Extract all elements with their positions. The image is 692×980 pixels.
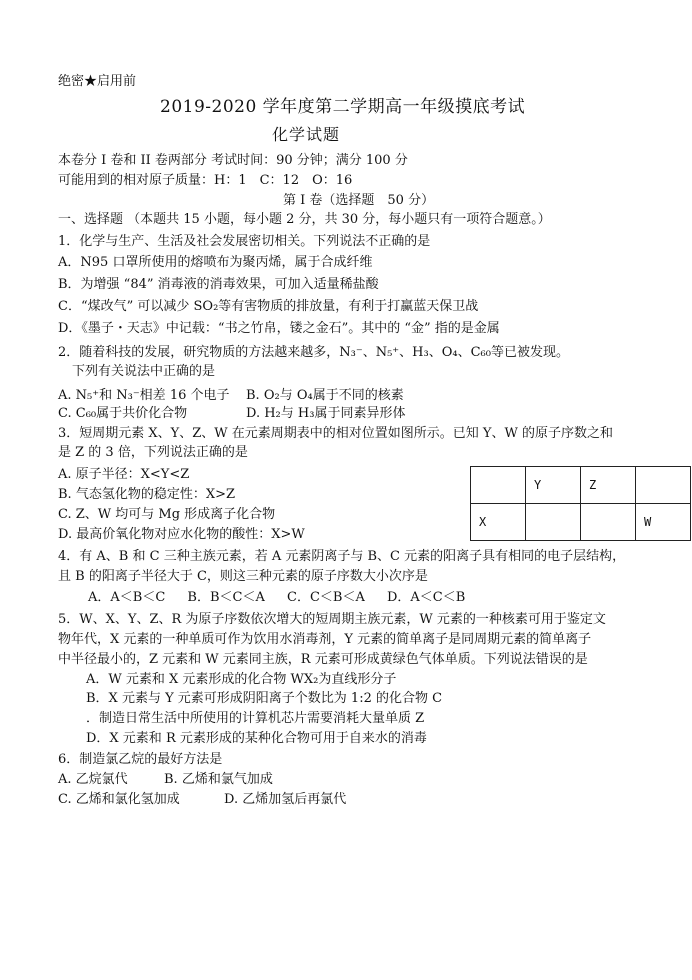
q5-option-c: ．制造日常生活中所使用的计算机芯片需要消耗大量单质 Z xyxy=(86,711,425,726)
section-heading: 第 I 卷（选择题 50 分） xyxy=(283,193,435,208)
q3-option-b: B. 气态氢化物的稳定性：X>Z xyxy=(58,487,235,502)
q4-option-b: B．B＜C＜A xyxy=(187,590,265,605)
q5-option-d: D．X 元素和 R 元素形成的某种化合物可用于自来水的消毒 xyxy=(86,731,427,746)
exam-info-time: 本卷分 I 卷和 II 卷两部分 考试时间：90 分钟；满分 100 分 xyxy=(58,153,408,168)
q2-option-a: A. N₅⁺和 N₃⁻相差 16 个电子 xyxy=(58,388,230,403)
q2-options-row1 xyxy=(58,387,230,405)
q6-option-c-wrap xyxy=(58,791,180,809)
q2-option-c: C. C₆₀属于共价化合物 xyxy=(58,406,188,421)
q6-option-a-wrap xyxy=(58,771,128,789)
q6-option-b: B. 乙烯和氯气加成 xyxy=(164,772,273,787)
q6-option-b-wrap xyxy=(164,771,273,789)
q4-option-a: A．A＜B＜C xyxy=(88,590,166,605)
q3-stem-2: 是 Z 的 3 倍，下列说法正确的是 xyxy=(58,445,248,460)
section-instruction: 一、选择题 （本题共 15 小题，每小题 2 分，共 30 分，每小题只有一项符合题意。） xyxy=(58,212,551,227)
table-cell xyxy=(636,467,691,504)
q5-option-a: A．W 元素和 X 元素形成的化合物 WX₂为直线形分子 xyxy=(86,672,397,687)
q5-option-b: B．X 元素与 Y 元素可形成阴阳离子个数比为 1:2 的化合物 C xyxy=(86,691,443,706)
q2-option-b-wrap xyxy=(246,387,404,405)
q6-option-d-wrap xyxy=(224,791,346,809)
q1-option-a: A．N95 口罩所使用的熔喷布为聚丙烯，属于合成纤维 xyxy=(58,255,373,270)
table-cell-z: Z xyxy=(581,467,636,504)
q6-option-c: C. 乙烯和氯化氢加成 xyxy=(58,792,180,807)
q6-option-d: D. 乙烯加氢后再氯代 xyxy=(224,792,347,807)
q2-option-d: D. H₂与 H₃属于同素异形体 xyxy=(246,406,406,421)
q3-option-d: D. 最高价氧化物对应水化物的酸性：X>W xyxy=(58,527,305,542)
q6-option-a: A. 乙烷氯代 xyxy=(58,772,128,787)
periodic-table-fragment xyxy=(470,466,691,541)
q3-stem: 3．短周期元素 X、Y、Z、W 在元素周期表中的相对位置如图所示。已知 Y、W 的原子序数之和 xyxy=(58,426,613,441)
table-cell-y: Y xyxy=(526,467,581,504)
exam-info-mass: 可能用到的相对原子质量：H：1 C：12 O：16 xyxy=(58,173,353,188)
table-cell xyxy=(526,504,581,541)
q4-stem: 4．有 A、B 和 C 三种主族元素，若 A 元素阴离子与 B、C 元素的阳离子具有相同的电子层结构， xyxy=(58,549,626,564)
q5-stem-3: 中半径最小的，Z 元素和 W 元素同主族，R 元素可形成黄绿色气体单质。下列说法错误的是 xyxy=(58,652,588,667)
q2-stem-2: 下列有关说法中正确的是 xyxy=(72,364,216,379)
q3-option-c: C. Z、W 均可与 Mg 形成离子化合物 xyxy=(58,507,276,522)
table-cell-x: X xyxy=(471,504,526,541)
exam-title: 2019-2020 学年度第二学期高一年级摸底考试 xyxy=(160,97,526,117)
table-cell-w: W xyxy=(636,504,691,541)
table-row xyxy=(471,467,691,504)
q2-options-row2 xyxy=(58,405,187,423)
q1-option-b: B．为增强 “84” 消毒液的消毒效果，可加入适量稀盐酸 xyxy=(58,277,379,292)
exam-subject: 化学试题 xyxy=(272,125,341,144)
q2-stem: 2．随着科技的发展，研究物质的方法越来越多，N₃⁻、N₅⁺、H₃、O₄、C₆₀等已被发现。 xyxy=(58,345,569,360)
table-row xyxy=(471,504,691,541)
table-cell xyxy=(471,467,526,504)
q2-option-b: B. O₂与 O₄属于不同的核素 xyxy=(246,388,404,403)
q2-option-d-wrap xyxy=(246,405,405,423)
q6-stem: 6．制造氯乙烷的最好方法是 xyxy=(58,752,223,767)
q4-options xyxy=(88,589,483,607)
q3-option-a: A. 原子半径：X<Y<Z xyxy=(58,467,190,482)
secret-label: 绝密★启用前 xyxy=(58,74,137,89)
q1-stem: 1．化学与生产、生活及社会发展密切相关。下列说法不正确的是 xyxy=(58,234,431,249)
q4-option-c: C．C＜B＜A xyxy=(287,590,365,605)
q4-option-d: D．A＜C＜B xyxy=(387,590,466,605)
q5-stem: 5．W、X、Y、Z、R 为原子序数依次增大的短周期主族元素，W 元素的一种核素可用于鉴定文 xyxy=(58,612,606,627)
q4-stem-2: 且 B 的阳离子半径大于 C，则这三种元素的原子序数大小次序是 xyxy=(58,569,428,584)
table-cell xyxy=(581,504,636,541)
q5-stem-2: 物年代，X 元素的一种单质可作为饮用水消毒剂，Y 元素的简单离子是同周期元素的简单离子 xyxy=(58,632,592,647)
q1-option-d: D．《墨子・天志》中记载：“书之竹帛，镂之金石”。其中的 “金” 指的是金属 xyxy=(58,321,500,336)
q1-option-c: C．“煤改气” 可以减少 SO₂等有害物质的排放量，有利于打赢蓝天保卫战 xyxy=(58,299,479,314)
